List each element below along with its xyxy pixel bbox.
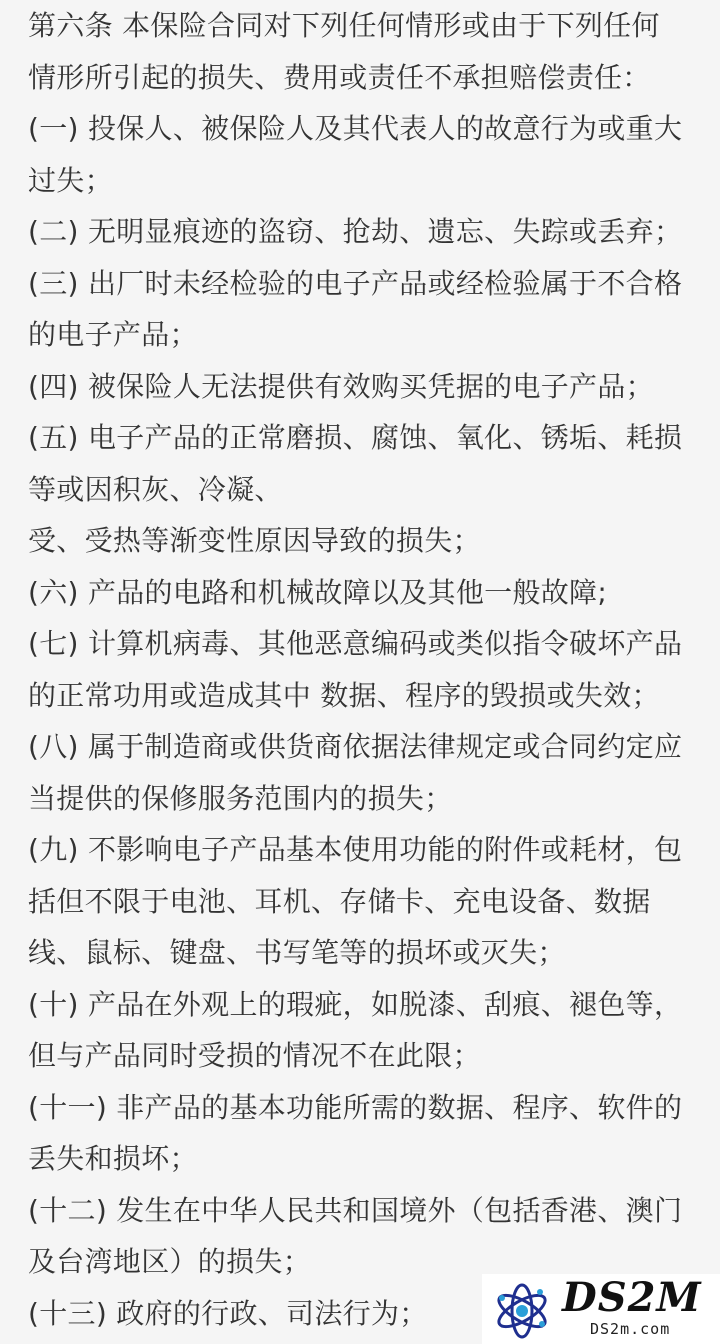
document-line: (三) 出厂时未经检验的电子产品或经检验属于不合格: [28, 266, 683, 300]
document-line: 的电子产品；: [28, 318, 198, 351]
document-line: 的正常功用或造成其中 数据、程序的毁损或失效；: [28, 678, 660, 712]
document-line: 丢失和损坏；: [28, 1142, 198, 1175]
document-line: 情形所引起的损失、费用或责任不承担赔偿责任：: [28, 60, 651, 94]
document-line: 过失；: [28, 163, 113, 197]
document-line: 第六条 本保险合同对下列任何情形或由于下列任何: [28, 9, 660, 42]
document-line: (十) 产品在外观上的瑕疵，如脱漆、刮痕、褪色等，: [28, 987, 683, 1021]
document-line: 等或因积灰、冷凝、: [28, 472, 283, 506]
document-line: 括但不限于电池、耳机、存储卡、充电设备、数据: [28, 884, 651, 918]
document-line: (一) 投保人、被保险人及其代表人的故意行为或重大: [28, 112, 683, 145]
document-line: (九) 不影响电子产品基本使用功能的附件或耗材，包: [28, 833, 683, 866]
document-body: [28, 0, 698, 1339]
document-line: (十一) 非产品的基本功能所需的数据、程序、软件的: [28, 1090, 683, 1124]
document-line: 但与产品同时受损的情况不在此限；: [28, 1039, 481, 1072]
atom-logo-icon: [492, 1278, 552, 1340]
document-line: 受、受热等渐变性原因导致的损失；: [28, 524, 481, 557]
document-line: (四) 被保险人无法提供有效购买凭据的电子产品；: [28, 369, 654, 403]
watermark: [482, 1274, 720, 1344]
watermark-url: DS2m.com: [590, 1320, 671, 1338]
document-line: (七) 计算机病毒、其他恶意编码或类似指令破坏产品: [28, 627, 683, 660]
watermark-brand: DS2M: [562, 1274, 702, 1321]
document-line: (十二) 发生在中华人民共和国境外（包括香港、澳门: [28, 1193, 683, 1227]
document-line: (八) 属于制造商或供货商依据法律规定或合同约定应: [28, 730, 683, 763]
document-line: 线、鼠标、键盘、书写笔等的损坏或灭失；: [28, 936, 566, 969]
document-line: 及台湾地区）的损失；: [28, 1245, 312, 1278]
document-line: (五) 电子产品的正常磨损、腐蚀、氧化、锈垢、耗损: [28, 421, 683, 454]
document-line: 当提供的保修服务范围内的损失；: [28, 781, 453, 815]
document-line: (六) 产品的电路和机械故障以及其他一般故障;: [28, 575, 608, 609]
document-line: (十三) 政府的行政、司法行为；: [28, 1296, 428, 1330]
document-line: (二) 无明显痕迹的盗窃、抢劫、遗忘、失踪或丢弃；: [28, 215, 683, 248]
